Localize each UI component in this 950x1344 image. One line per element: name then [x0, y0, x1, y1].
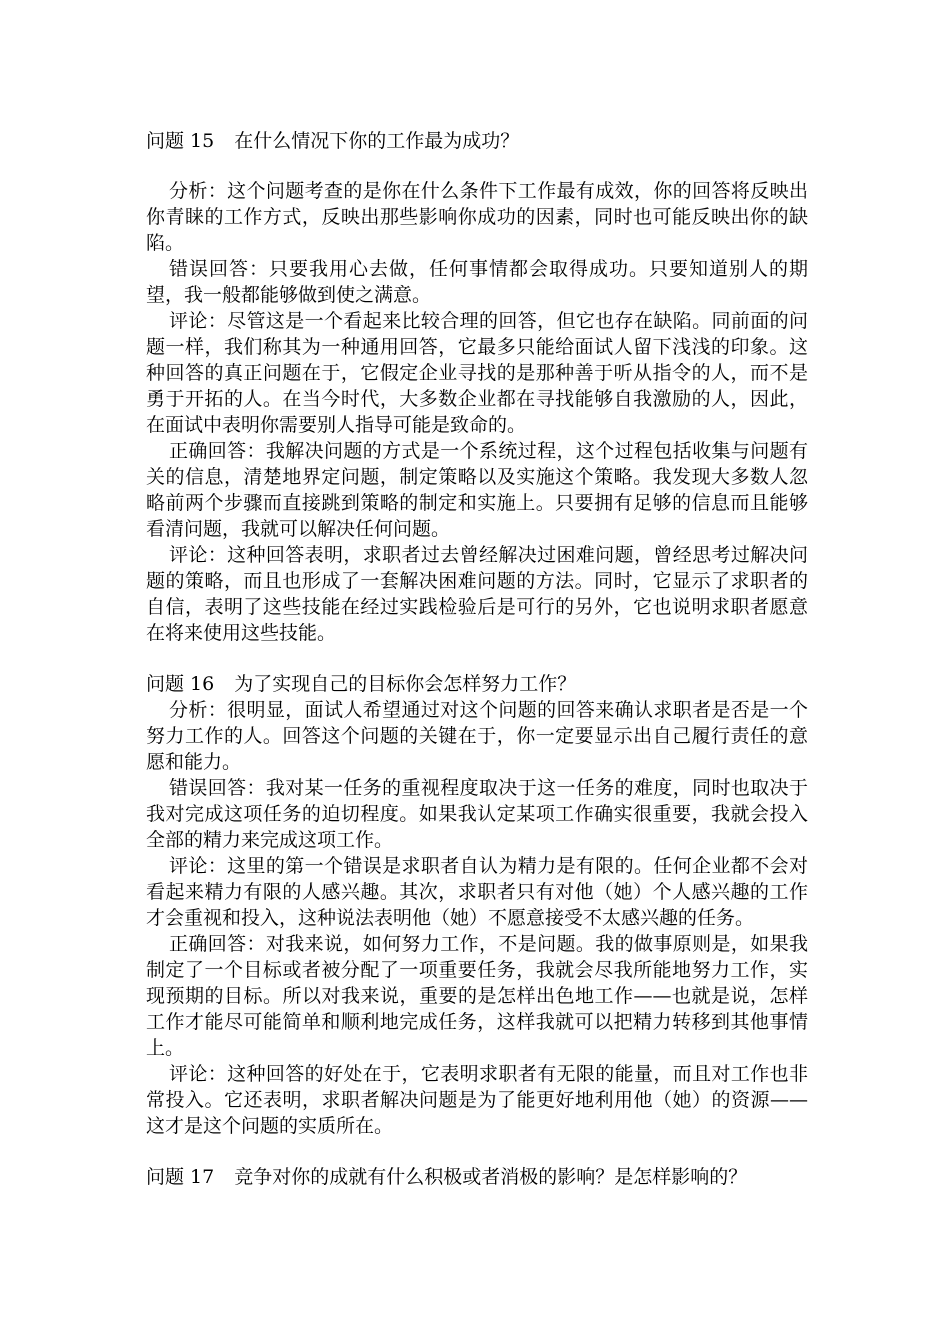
question-number: 问题 16 [146, 673, 215, 695]
spacer [146, 1139, 808, 1164]
question-title [146, 671, 808, 697]
comment-paragraph: 评论：尽管这是一个看起来比较合理的回答，但它也存在缺陷。同前面的问题一样，我们称其为一种通用回答，它最多只能给面试人留下浅浅的印象。这种回答的真正问题在于，它假定企业寻找的是那种善于听从指令的人，而不是勇于开拓的人。在当今时代，大多数企业都在寻找能够自我激励的人，因此，在面试中表明你需要别人指导可能是致命的。 [146, 310, 808, 436]
analysis-paragraph: 分析：很明显，面试人希望通过对这个问题的回答来确认求职者是否是一个努力工作的人。回答这个问题的关键在于，你一定要显示出自己履行责任的意愿和能力。 [146, 699, 808, 773]
question-text: 为了实现自己的目标你会怎样努力工作？ [234, 673, 577, 695]
analysis-paragraph: 分析：这个问题考查的是你在什么条件下工作最有成效，你的回答将反映出你青睐的工作方式，反映出那些影响你成功的因素，同时也可能反映出你的缺陷。 [146, 180, 808, 254]
section-q16 [146, 671, 808, 1139]
comment-paragraph: 评论：这种回答表明，求职者过去曾经解决过困难问题，曾经思考过解决问题的策略，而且也形成了一套解决困难问题的方法。同时，它显示了求职者的自信，表明了这些技能在经过实践检验后是可行的另外，它也说明求职者愿意在将来使用这些技能。 [146, 544, 808, 644]
question-number: 问题 17 [146, 1166, 215, 1188]
comment-paragraph: 评论：这种回答的好处在于，它表明求职者有无限的能量，而且对工作也非常投入。它还表明，求职者解决问题是为了能更好地利用他（她）的资源——这才是这个问题的实质所在。 [146, 1063, 808, 1137]
question-number: 问题 15 [146, 130, 215, 152]
correct-answer-paragraph: 正确回答：对我来说，如何努力工作，不是问题。我的做事原则是，如果我制定了一个目标或者被分配了一项重要任务，我就会尽我所能地努力工作，实现预期的目标。所以对我来说，重要的是怎样出色地工作——也就是说，怎样工作才能尽可能简单和顺利地完成任务，这样我就可以把精力转移到其他事情上。 [146, 933, 808, 1059]
comment-paragraph: 评论：这里的第一个错误是求职者自认为精力是有限的。任何企业都不会对看起来精力有限的人感兴趣。其次，求职者只有对他（她）个人感兴趣的工作才会重视和投入，这种说法表明他（她）不愿意接受不太感兴趣的任务。 [146, 855, 808, 929]
question-text: 竞争对你的成就有什么积极或者消极的影响？是怎样影响的？ [234, 1166, 748, 1188]
spacer [146, 646, 808, 671]
spacer [146, 154, 808, 178]
correct-answer-paragraph: 正确回答：我解决问题的方式是一个系统过程，这个过程包括收集与问题有关的信息，清楚地界定问题，制定策略以及实施这个策略。我发现大多数人忽略前两个步骤而直接跳到策略的制定和实施上。只要拥有足够的信息而且能够看清问题，我就可以解决任何问题。 [146, 440, 808, 540]
document-page [146, 128, 808, 1190]
section-q17 [146, 1164, 808, 1190]
wrong-answer-paragraph: 错误回答：只要我用心去做，任何事情都会取得成功。只要知道别人的期望，我一般都能够做到使之满意。 [146, 258, 808, 306]
question-text: 在什么情况下你的工作最为成功？ [234, 130, 520, 152]
wrong-answer-paragraph: 错误回答：我对某一任务的重视程度取决于这一任务的难度，同时也取决于我对完成这项任务的迫切程度。如果我认定某项工作确实很重要，我就会投入全部的精力来完成这项工作。 [146, 777, 808, 851]
section-q15 [146, 128, 808, 646]
question-title [146, 128, 808, 154]
question-title [146, 1164, 808, 1190]
